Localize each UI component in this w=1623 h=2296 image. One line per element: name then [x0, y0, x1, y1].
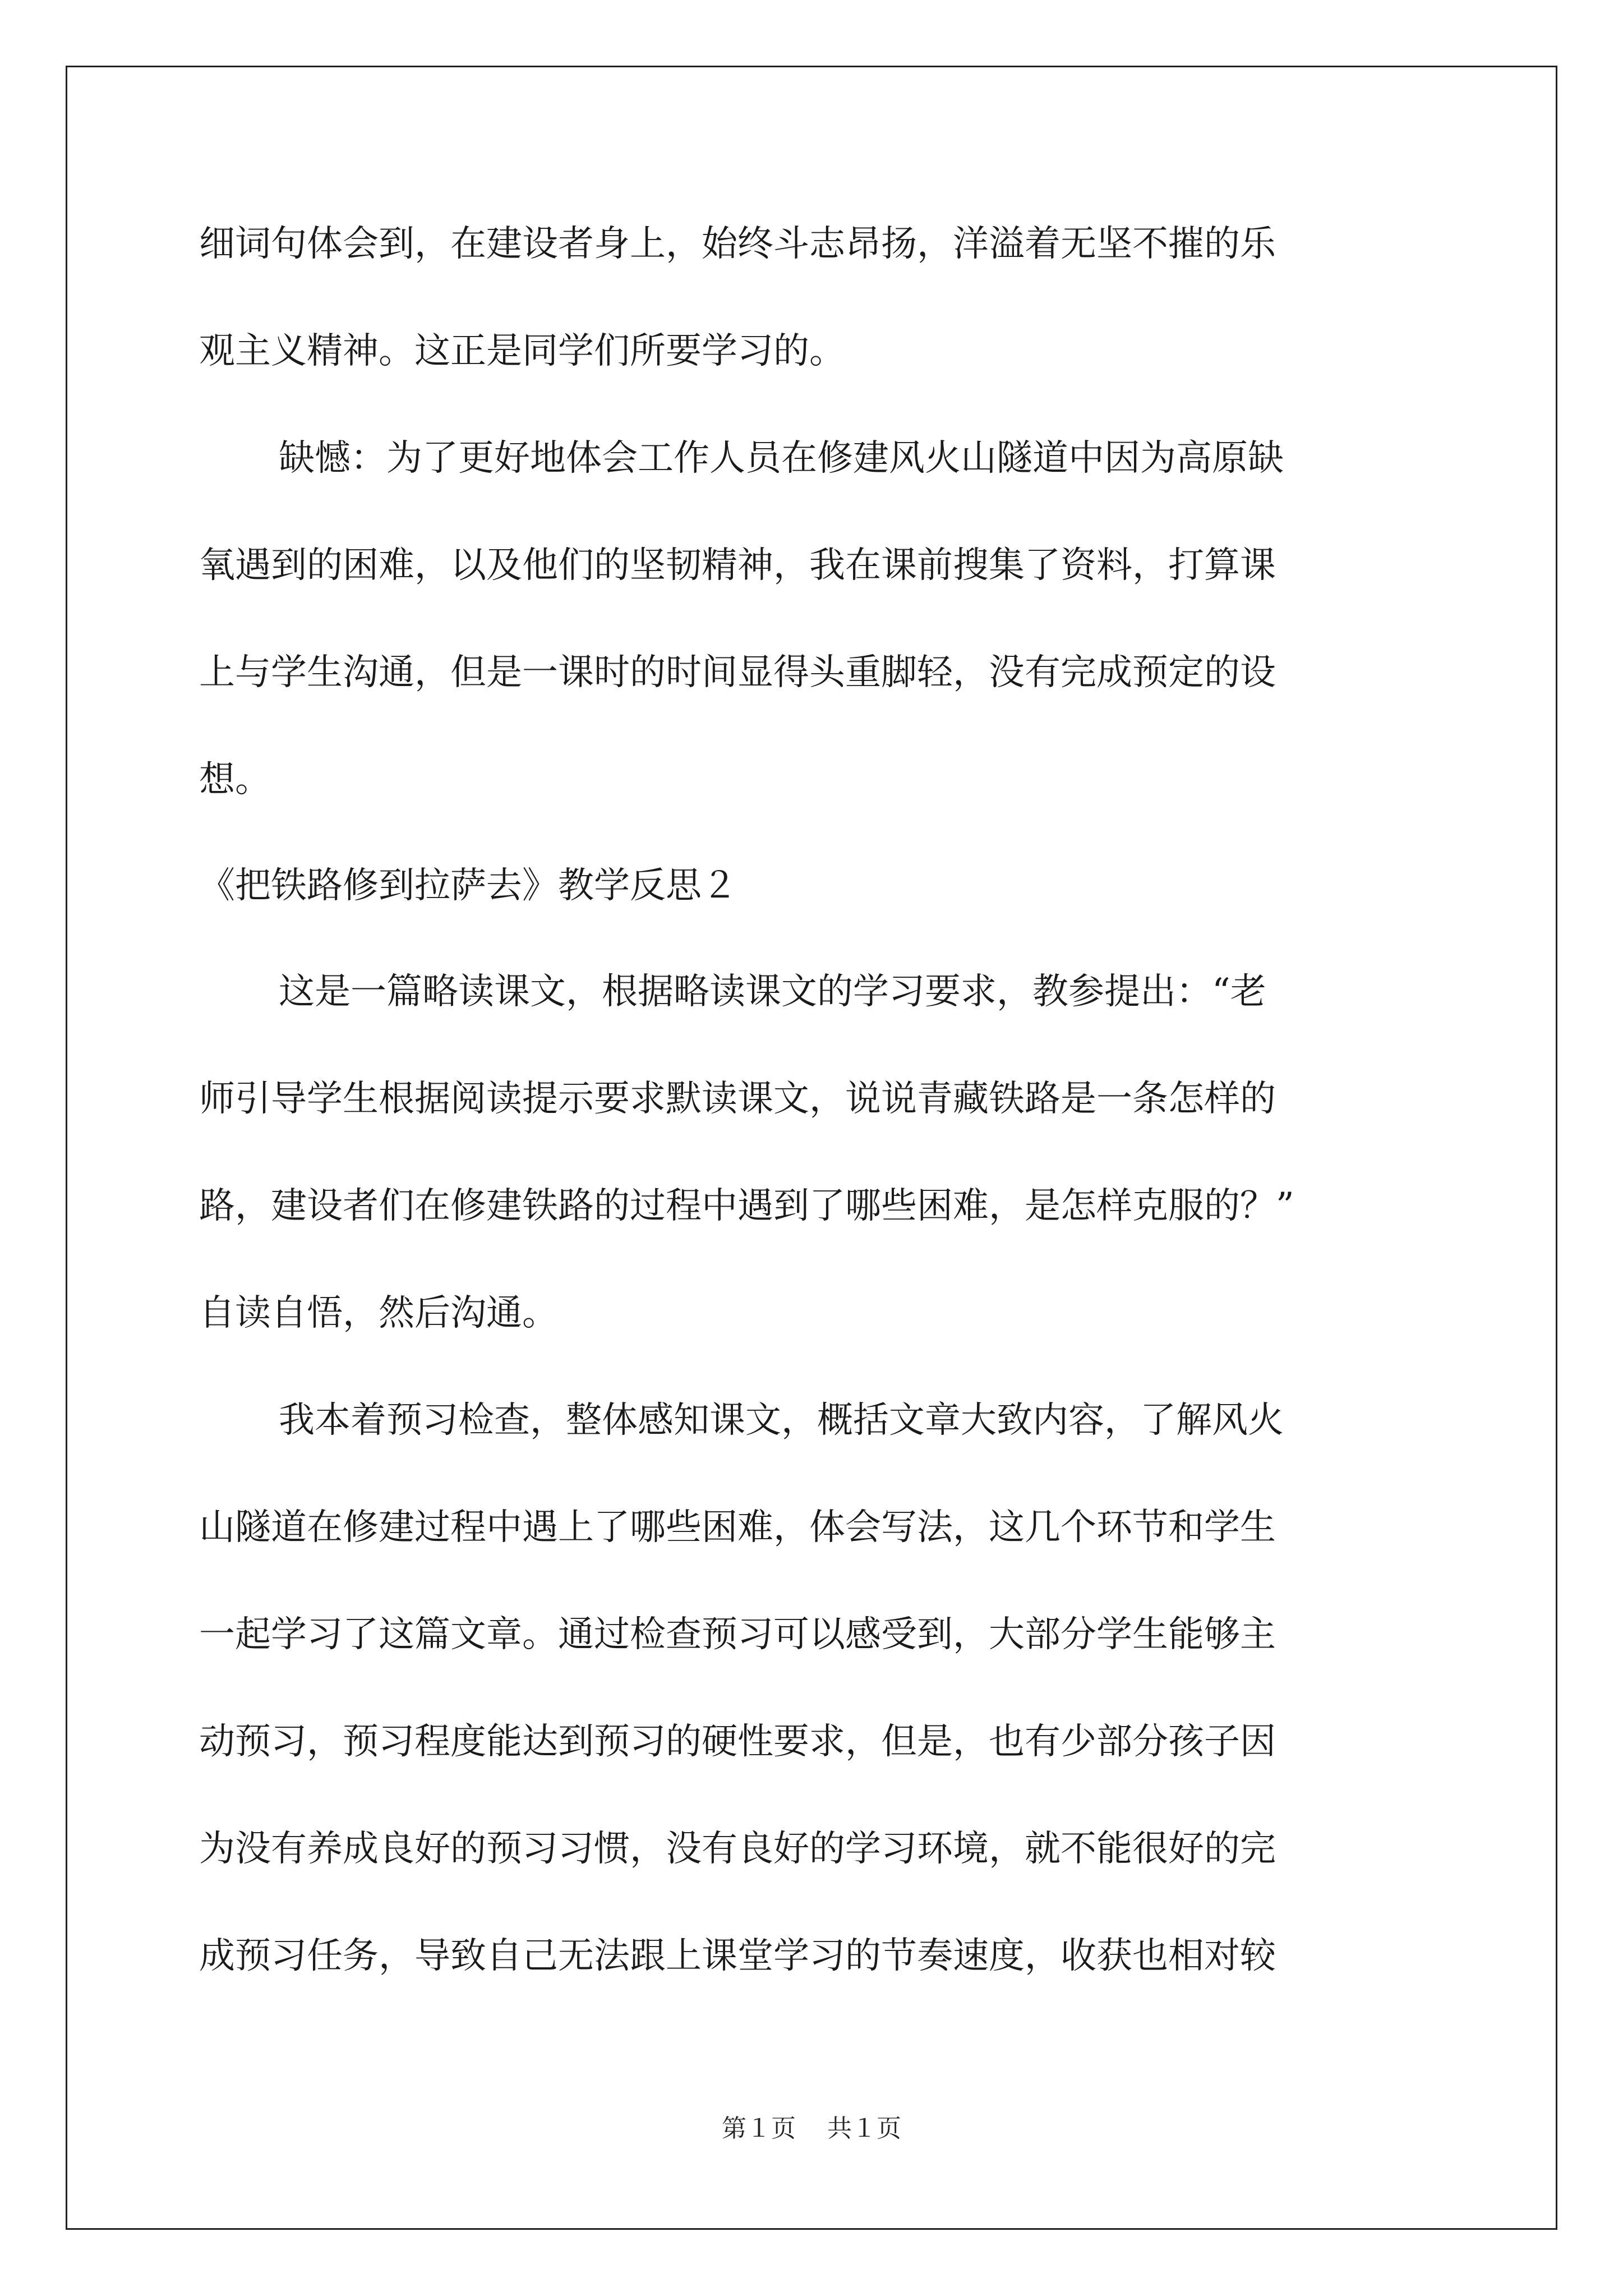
paragraph-line: 山隧道在修建过程中遇上了哪些困难，体会写法，这几个环节和学生	[199, 1507, 1276, 1548]
page-number: 第１页	[722, 2114, 796, 2143]
paragraph-line: 一起学习了这篇文章。通过检查预习可以感受到，大部分学生能够主	[199, 1614, 1276, 1655]
paragraph-line: 路，建设者们在修建铁路的过程中遇到了哪些困难，是怎样克服的？”	[199, 1185, 1294, 1227]
paragraph-line: 自读自悟，然后沟通。	[199, 1292, 558, 1334]
paragraph-line: 我本着预习检查，整体感知课文，概括文章大致内容，了解风火	[279, 1400, 1284, 1441]
paragraph-line: 成预习任务，导致自己无法跟上课堂学习的节奏速度，收获也相对较	[199, 1935, 1276, 1977]
page-total: 共１页	[827, 2114, 901, 2143]
paragraph-line: 想。	[199, 759, 271, 800]
paragraph-line: 观主义精神。这正是同学们所要学习的。	[199, 330, 845, 372]
paragraph-line: 为没有养成良好的预习习惯，没有良好的学习环境，就不能很好的完	[199, 1828, 1276, 1870]
paragraph-line: 动预习，预习程度能达到预习的硬性要求，但是，也有少部分孩子因	[199, 1721, 1276, 1763]
paragraph-line: 氧遇到的困难，以及他们的坚韧精神，我在课前搜集了资料，打算课	[199, 545, 1276, 586]
document-body	[199, 218, 1438, 1983]
paragraph-line: 师引导学生根据阅读提示要求默读课文，说说青藏铁路是一条怎样的	[199, 1078, 1276, 1120]
paragraph-line: 缺憾：为了更好地体会工作人员在修建风火山隧道中因为高原缺	[279, 438, 1284, 479]
section-heading: 《把铁路修到拉萨去》教学反思２	[199, 865, 737, 907]
page-footer	[0, 2112, 1623, 2146]
paragraph-line: 细词句体会到，在建设者身上，始终斗志昂扬，洋溢着无坚不摧的乐	[199, 223, 1276, 265]
paragraph-line: 这是一篇略读课文，根据略读课文的学习要求，教参提出：“老	[279, 971, 1266, 1013]
paragraph-line: 上与学生沟通，但是一课时的时间显得头重脚轻，没有完成预定的设	[199, 652, 1276, 693]
